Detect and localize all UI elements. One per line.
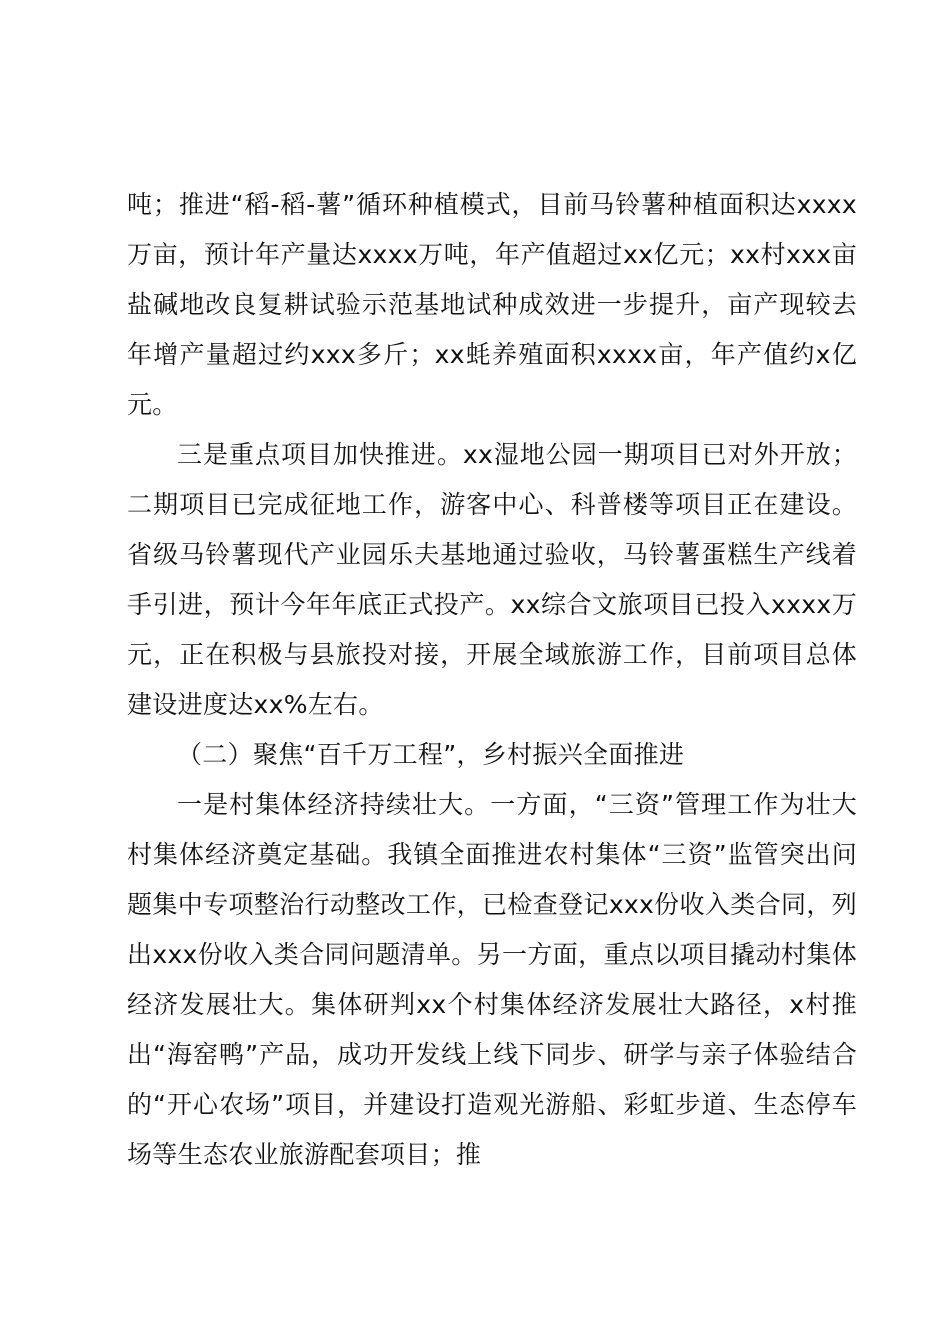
paragraph-continuation: 吨；推进“稻-稻-薯”循环种植模式，目前马铃薯种植面积达xxxx万亩，预计年产量达xxxx万吨，年产值超过xx亿元；xx村xxx亩盐碱地改良复耕试验示范基地试种成效进一步提升，亩产现较去年增产量超过约xxx多斤；xx蚝养殖面积xxxx亩，年产值约x亿元。 [127, 190, 857, 419]
section-heading: （二）聚焦“百千万工程”，乡村振兴全面推进 [177, 740, 685, 769]
document-body [127, 180, 857, 1180]
paragraph-key-projects: 三是重点项目加快推进。xx湿地公园一期项目已对外开放；二期项目已完成征地工作，游客中心、科普楼等项目正在建设。省级马铃薯现代产业园乐夫基地通过验收，马铃薯蛋糕生产线着手引进，预计今年年底正式投产。xx综合文旅项目已投入xxxx万元，正在积极与县旅投对接，开展全域旅游工作，目前项目总体建设进度达xx%左右。 [127, 440, 857, 719]
paragraph-village-economy: 一是村集体经济持续壮大。一方面，“三资”管理工作为壮大村集体经济奠定基础。我镇全面推进农村集体“三资”监管突出问题集中专项整治行动整改工作，已检查登记xxx份收入类合同，列出xxx份收入类合同问题清单。另一方面，重点以项目撬动村集体经济发展壮大。集体研判xx个村集体经济发展壮大路径，x村推出“海窑鸭”产品，成功开发线上线下同步、研学与亲子体验结合的“开心农场”项目，并建设打造观光游船、彩虹步道、生态停车场等生态农业旅游配套项目；推 [127, 790, 857, 1169]
